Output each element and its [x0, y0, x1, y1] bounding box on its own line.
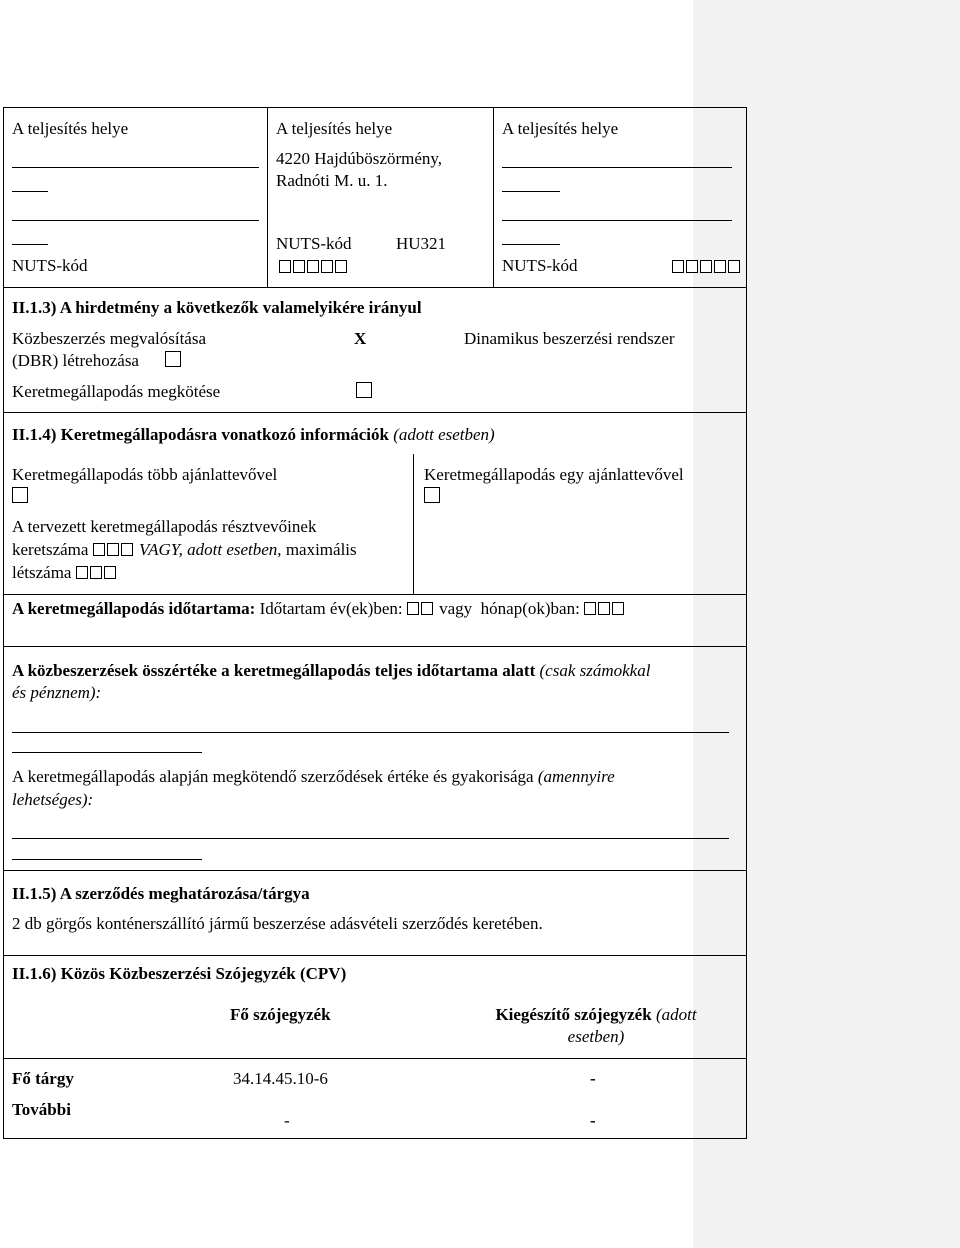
option-dbr-label-cont: (DBR) létrehozása	[12, 351, 139, 370]
blank-line	[502, 220, 732, 221]
cpv-row-main-code: 34.14.45.10-6	[233, 1069, 328, 1088]
divider-total	[3, 646, 747, 647]
cpv-row-further-code: -	[284, 1111, 290, 1130]
cpv-supp-header: Kiegészítő szójegyzék (adott esetben)	[495, 1005, 697, 1046]
frame-left	[3, 107, 4, 1138]
contracts-value-label: A keretmegállapodás alapján megkötendő szerződések értéke és gyakorisága (amennyire	[12, 767, 615, 786]
blank-line	[12, 220, 259, 221]
divider-115	[3, 870, 747, 871]
blank-line	[12, 244, 48, 245]
cpv-row-main-supp: -	[590, 1069, 596, 1088]
nuts-code-boxes	[672, 256, 742, 278]
section-115-title: II.1.5) A szerződés meghatározása/tárgya	[12, 884, 310, 903]
contracts-value-label-cont: lehetséges):	[12, 790, 94, 809]
option-procurement-mark: X	[354, 329, 367, 348]
total-value-label: A közbeszerzések összértéke a keretmegállapodás teljes időtartama alatt (csak számokkal	[12, 661, 651, 680]
section-114-title: II.1.4) Keretmegállapodásra vonatkozó információk (adott esetben)	[12, 425, 495, 444]
option-procurement-label: Közbeszerzés megvalósítása	[12, 329, 206, 348]
comment-margin	[693, 0, 960, 1248]
blank-line	[12, 167, 259, 168]
place-col3-heading: A teljesítés helye	[502, 119, 619, 138]
place-col-divider-2	[493, 107, 494, 287]
frame-right	[746, 107, 747, 1138]
framework-multi-checkbox[interactable]	[12, 487, 28, 503]
place-col-divider-1	[267, 107, 268, 287]
framework-duration: A keretmegállapodás időtartama: Időtartam év(ek)ben: vagy hónap(ok)ban:	[12, 598, 626, 620]
blank-line	[502, 191, 560, 192]
total-value-label-cont: és pénznem):	[12, 683, 102, 702]
framework-single-checkbox[interactable]	[424, 487, 440, 503]
divider-113-114	[3, 412, 747, 413]
place-col3-nuts-label: NUTS-kód	[502, 256, 578, 275]
place-col1-heading: A teljesítés helye	[12, 119, 129, 138]
place-col2-heading: A teljesítés helye	[276, 119, 393, 138]
participants-line-2: keretszáma VAGY, adott esetben, maximális	[12, 540, 357, 559]
blank-line	[12, 838, 729, 839]
cpv-main-header: Fő szójegyzék	[230, 1005, 331, 1024]
blank-line	[12, 191, 48, 192]
cpv-row-further-supp: -	[590, 1111, 596, 1130]
blank-line	[12, 859, 202, 860]
contract-subject: 2 db görgős konténerszállító jármű beszerzése adásvételi szerződés keretében.	[12, 914, 543, 933]
section-113-title: II.1.3) A hirdetmény a következők valamelyikére irányul	[12, 298, 422, 317]
blank-line	[502, 244, 560, 245]
place-col2-address-2: Radnóti M. u. 1.	[276, 171, 388, 190]
nuts-code-boxes	[279, 256, 349, 278]
blank-line	[12, 732, 729, 733]
frame-top	[3, 107, 747, 108]
participants-line-1: A tervezett keretmegállapodás résztvevőinek	[12, 517, 317, 536]
divider-place	[3, 287, 747, 288]
framework-single-heading: Keretmegállapodás egy ajánlattevővel	[424, 465, 684, 484]
section-116-title: II.1.6) Közös Közbeszerzési Szójegyzék (CPV)	[12, 964, 347, 983]
participants-line-3: létszáma	[12, 562, 118, 584]
cpv-row-main-label: Fő tárgy	[12, 1069, 74, 1088]
divider-116	[3, 955, 747, 956]
divider-duration	[3, 594, 747, 595]
cpv-row-further-label: További	[12, 1100, 71, 1119]
option-dbr-checkbox[interactable]	[165, 351, 181, 367]
framework-multi-heading: Keretmegállapodás több ajánlattevővel	[12, 465, 278, 484]
place-col2-nuts-label: NUTS-kód	[276, 234, 352, 253]
cpv-header-bottom	[3, 1058, 747, 1059]
blank-line	[12, 752, 202, 753]
place-col1-nuts-label: NUTS-kód	[12, 256, 88, 275]
framework-col-divider	[413, 454, 414, 594]
option-framework-checkbox[interactable]	[356, 382, 372, 398]
place-col2-nuts-code: HU321	[396, 234, 447, 253]
frame-bottom	[3, 1138, 747, 1139]
place-col2-address-1: 4220 Hajdúböszörmény,	[276, 149, 443, 168]
option-dbr-label: Dinamikus beszerzési rendszer	[464, 329, 675, 348]
option-framework-label: Keretmegállapodás megkötése	[12, 382, 221, 401]
blank-line	[502, 167, 732, 168]
